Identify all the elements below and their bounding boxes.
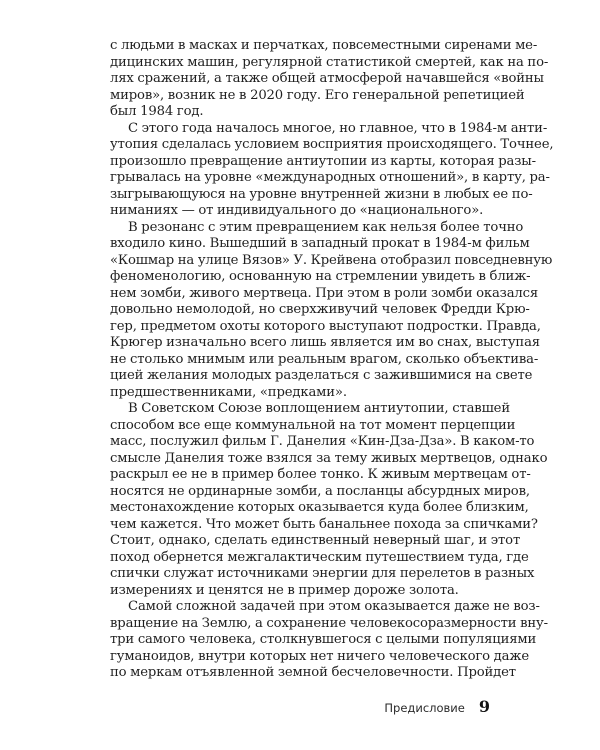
text-line: Стоит, однако, сделать единственный неверный шаг, и этот bbox=[110, 533, 521, 548]
text-line: не столько мнимым или реальным врагом, сколько объектива- bbox=[110, 351, 539, 367]
text-line: чем кажется. Что может быть банальнее похода за спичками? bbox=[110, 516, 538, 532]
page-number: 9 bbox=[478, 697, 490, 716]
text-line: «Кошмар на улице Вязов» У. Крейвена отобразил повседневную bbox=[110, 252, 553, 268]
text-line: нем зомби, живого мертвеца. При этом в роли зомби оказался bbox=[110, 285, 539, 301]
text-line: с людьми в масках и перчатках, повсеместными сиренами ме- bbox=[110, 38, 538, 53]
text-line: измерениях и ценятся не в пример дороже золота. bbox=[110, 582, 459, 598]
paragraph-4 bbox=[110, 401, 548, 599]
text-line: способом все еще коммунальной на тот момент перцепции bbox=[110, 417, 516, 433]
text-line: произошло превращение антиутопии из карты, которая разы- bbox=[110, 153, 536, 169]
text-line: В резонанс с этим превращением как нельзя более точно bbox=[128, 219, 524, 235]
text-line: грывалась на уровне «международных отношений», в карту, ра- bbox=[110, 170, 550, 185]
page-body bbox=[110, 38, 554, 682]
text-line: миров», возник не в 2020 году. Его генеральной репетицией bbox=[110, 87, 525, 103]
paragraph-3 bbox=[110, 219, 553, 402]
text-line: входило кино. Вышедший в западный прокат в 1984-м фильм bbox=[110, 236, 530, 251]
text-line: лях сражений, а также общей атмосферой начавшейся «войны bbox=[110, 71, 544, 86]
text-line: цией желания молодых разделаться с зажившимися на свете bbox=[110, 368, 533, 383]
text-line: был 1984 год. bbox=[110, 104, 204, 119]
text-line: С этого года началось многое, но главное, что в 1984-м анти- bbox=[128, 120, 548, 136]
text-line: феноменологию, основанную на стремлении увидеть в ближ- bbox=[110, 269, 531, 284]
text-line: предшественниками, «предками». bbox=[110, 384, 347, 400]
text-line: по меркам отъявленной земной бесчеловечности. Пройдет bbox=[110, 665, 516, 680]
running-section-title: Предисловие bbox=[384, 701, 465, 715]
text-line: ниманиях — от индивидуального до «национального». bbox=[110, 203, 484, 218]
text-line: утопия сделалась условием восприятия происходящего. Точнее, bbox=[110, 137, 554, 152]
text-line: носятся не ординарные зомби, а посланцы абсурдных миров, bbox=[110, 483, 530, 499]
text-line: смысле Данелия тоже взялся за тему живых мертвецов, однако bbox=[110, 450, 548, 466]
text-line: вращение на Землю, а сохранение человекосоразмерности вну- bbox=[110, 615, 548, 631]
text-line: гуманоидов, внутри которых нет ничего человеческого даже bbox=[110, 648, 529, 664]
text-line: три самого человека, столкнувшегося с целыми популяциями bbox=[110, 632, 537, 647]
text-line: поход обернется межгалактическим путешествием туда, где bbox=[110, 549, 529, 565]
text-line: местонахождение которых оказывается куда более близким, bbox=[110, 500, 529, 515]
text-line: довольно немолодой, но сверхживучий человек Фредди Крю- bbox=[110, 302, 530, 317]
paragraph-1 bbox=[110, 38, 549, 121]
paragraph-2 bbox=[110, 120, 554, 220]
text-line: зыгрывающуюся на уровне внутренней жизни в любых ее по- bbox=[110, 186, 533, 202]
text-line: раскрыл ее не в пример более тонко. К живым мертвецам от- bbox=[110, 467, 531, 482]
text-line: В Советском Союзе воплощением антиутопии, ставшей bbox=[128, 401, 510, 416]
text-line: дицинских машин, регулярной статистикой смертей, как на по- bbox=[110, 54, 549, 70]
page-footer bbox=[384, 697, 490, 716]
text-line: Крюгер изначально всего лишь является им во снах, выступая bbox=[110, 335, 540, 350]
text-line: гер, предметом охоты которого выступают подростки. Правда, bbox=[110, 318, 541, 334]
text-line: спички служат источниками энергии для перелетов в разных bbox=[110, 566, 535, 581]
text-line: масс, послужил фильм Г. Данелия «Кин-Дза-Дза». В каком-то bbox=[110, 434, 535, 449]
text-line: Самой сложной задачей при этом оказывается даже не воз- bbox=[128, 599, 540, 614]
paragraph-5 bbox=[110, 599, 548, 682]
